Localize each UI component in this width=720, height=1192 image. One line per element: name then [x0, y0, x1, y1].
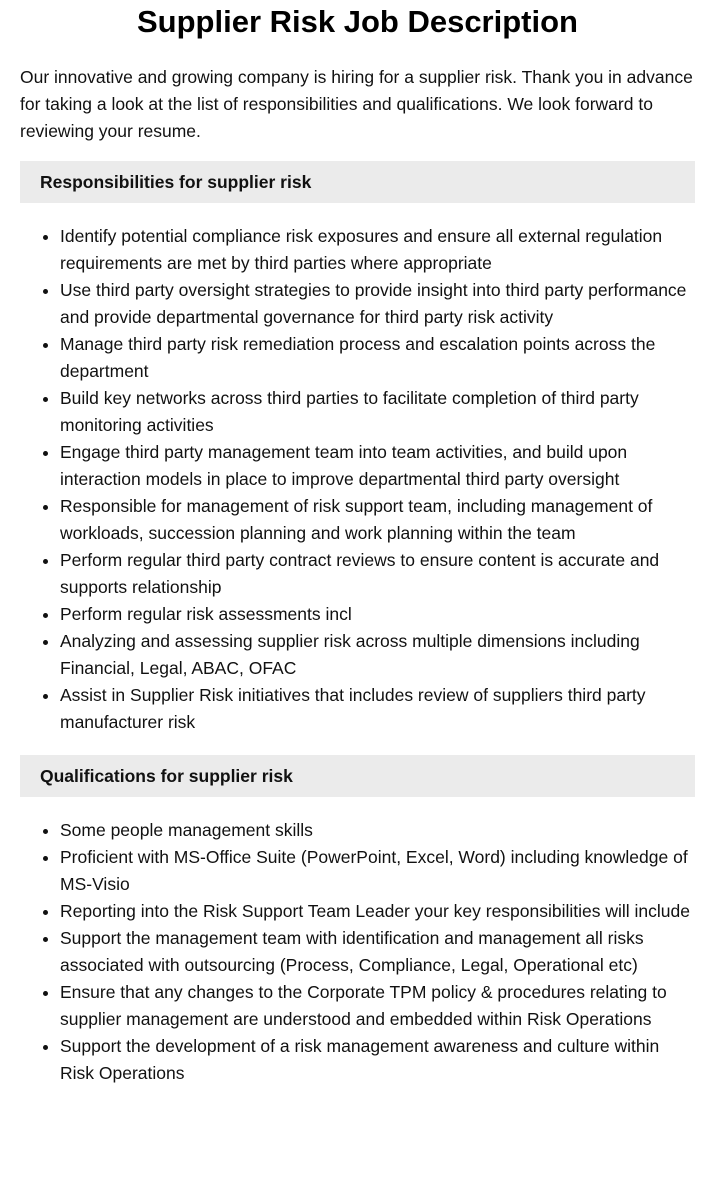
list-item: • Support the management team with identification and management all risks associated with outsourcing (Process, Compliance, Legal, Operational etc)	[60, 925, 695, 979]
list-item: • Use third party oversight strategies to provide insight into third party performance and provide departmental governance for third party risk activity	[60, 277, 695, 331]
list-item: • Assist in Supplier Risk initiatives that includes review of suppliers third party manufacturer risk	[60, 682, 695, 736]
qualifications-heading: Qualifications for supplier risk	[20, 755, 695, 797]
list-item: • Analyzing and assessing supplier risk across multiple dimensions including Financial, Legal, ABAC, OFAC	[60, 628, 695, 682]
list-item: • Engage third party management team into team activities, and build upon interaction models in place to improve departmental third party oversight	[60, 439, 695, 493]
list-item: • Identify potential compliance risk exposures and ensure all external regulation requirements are met by third parties where appropriate	[60, 223, 695, 277]
responsibilities-list	[20, 223, 695, 736]
qualifications-list	[20, 817, 695, 1087]
responsibilities-heading: Responsibilities for supplier risk	[20, 161, 695, 203]
page-title: Supplier Risk Job Description	[137, 4, 578, 39]
list-item: • Ensure that any changes to the Corporate TPM policy & procedures relating to supplier management are understood and embedded within Risk Operations	[60, 979, 695, 1033]
list-item: • Reporting into the Risk Support Team Leader your key responsibilities will include	[60, 898, 695, 925]
list-item: • Perform regular risk assessments incl	[60, 601, 695, 628]
list-item: • Responsible for management of risk support team, including management of workloads, succession planning and work planning within the team	[60, 493, 695, 547]
list-item: • Some people management skills	[60, 817, 695, 844]
intro-paragraph: Our innovative and growing company is hiring for a supplier risk. Thank you in advance for taking a look at the list of responsibilities and qualifications. We look forward to reviewing your resume.	[20, 67, 693, 141]
list-item: • Proficient with MS-Office Suite (PowerPoint, Excel, Word) including knowledge of MS-Visio	[60, 844, 695, 898]
list-item: • Perform regular third party contract reviews to ensure content is accurate and supports relationship	[60, 547, 695, 601]
list-item: • Support the development of a risk management awareness and culture within Risk Operations	[60, 1033, 695, 1087]
list-item: • Manage third party risk remediation process and escalation points across the department	[60, 331, 695, 385]
list-item: • Build key networks across third parties to facilitate completion of third party monitoring activities	[60, 385, 695, 439]
